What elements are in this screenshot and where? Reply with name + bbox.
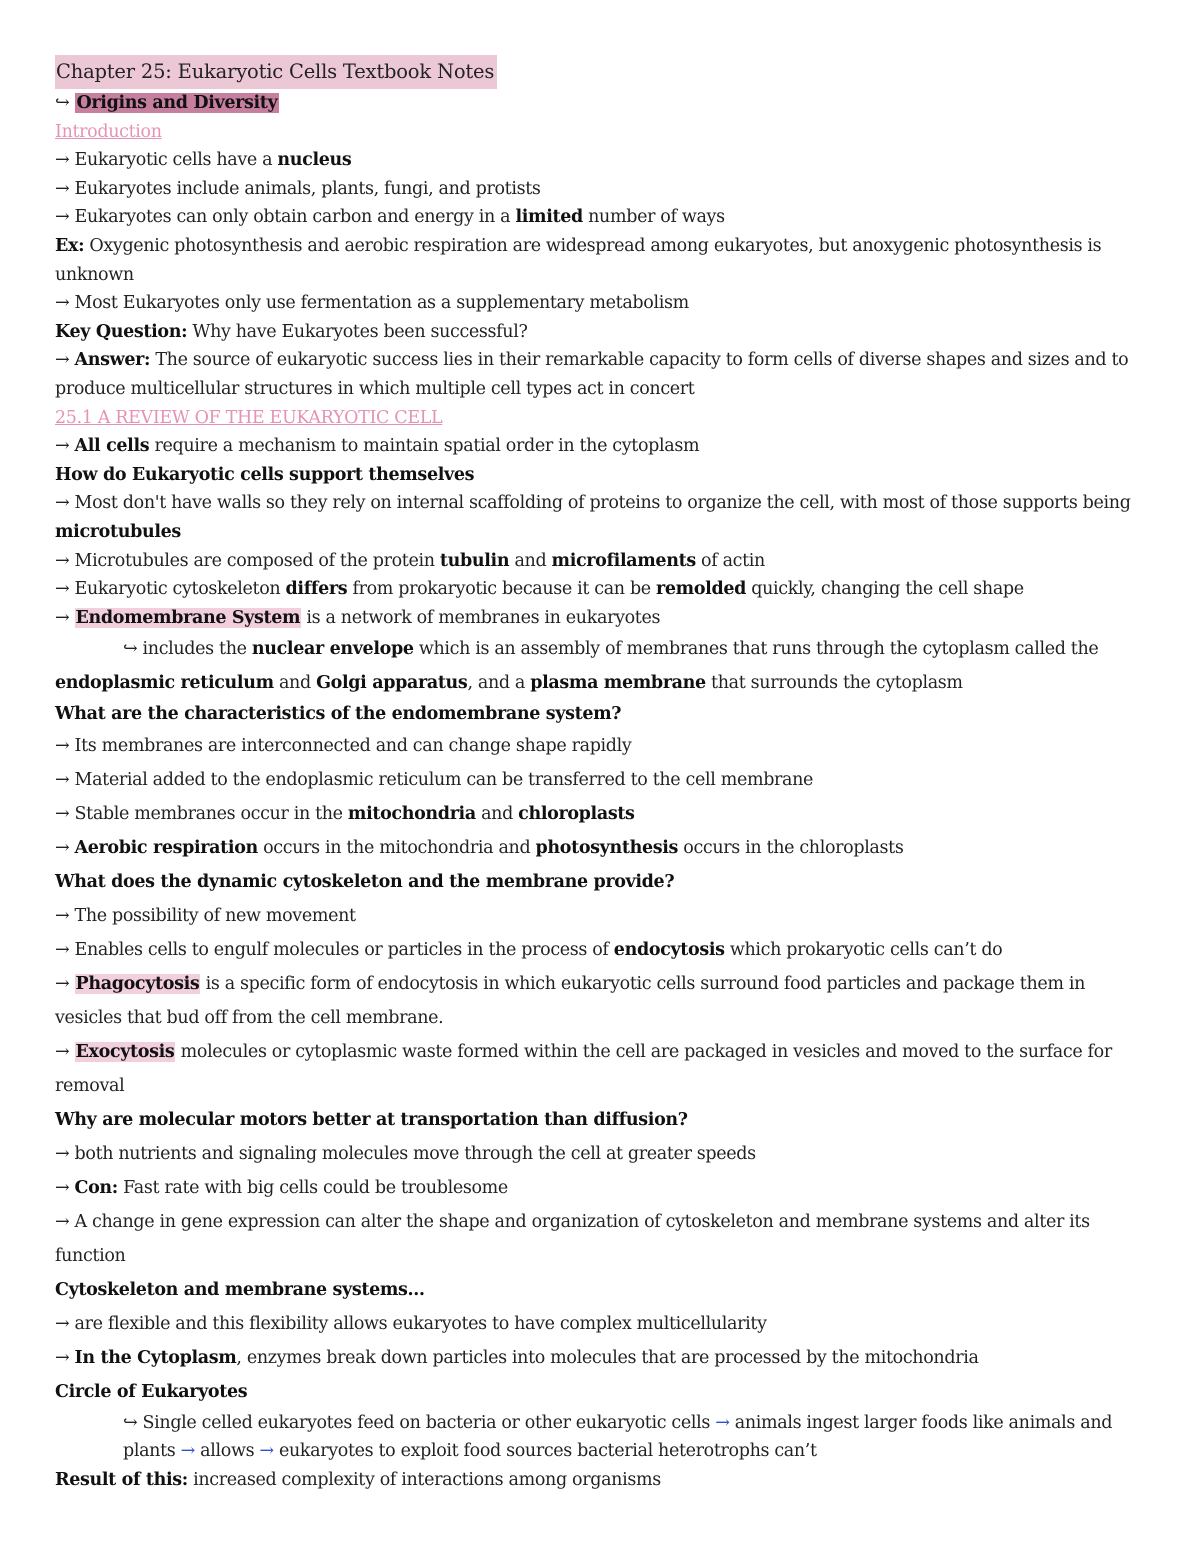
bold-term: Result of this:	[55, 1470, 188, 1491]
page-title: Chapter 25: Eukaryotic Cells Textbook Notes	[55, 55, 497, 89]
note-text: → Eukaryotes can only obtain carbon and energy in a	[55, 207, 516, 228]
note-text: → both nutrients and signaling molecules move through the cell at greater speeds	[55, 1143, 756, 1164]
note-text: → Eukaryotic cytoskeleton	[55, 579, 286, 600]
note-line	[55, 1137, 1152, 1171]
hook-arrow-icon: ↪	[55, 93, 75, 113]
note-text: → The possibility of new movement	[55, 905, 356, 926]
note-line	[55, 232, 1152, 289]
note-text: , enzymes break down particles into molecules that are processed by the mitochondria	[236, 1347, 979, 1368]
note-line	[55, 865, 1152, 899]
bold-term: How do Eukaryotic cells support themselves	[55, 464, 475, 485]
subsection-heading	[55, 404, 1152, 433]
note-text: → Most Eukaryotes only use fermentation as a supplementary metabolism	[55, 293, 689, 314]
note-text: Fast rate with big cells could be troublesome	[117, 1177, 508, 1198]
bold-term: tubulin	[439, 550, 510, 571]
note-text: eukaryotes to exploit food sources bacterial heterotrophs can’t	[273, 1441, 817, 1462]
note-text: The source of eukaryotic success lies in their remarkable capacity to form cells of diverse shapes and sizes and to produce multicellular structures in which multiple cell types act in concert	[55, 350, 1129, 399]
note-text: → Its membranes are interconnected and can change shape rapidly	[55, 735, 632, 756]
note-text: which is an assembly of membranes that runs through the cytoplasm called the	[413, 639, 1099, 660]
note-text: quickly, changing the cell shape	[746, 579, 1024, 600]
section-heading	[55, 89, 1152, 118]
notes-body	[55, 89, 1152, 1495]
note-line	[55, 289, 1152, 318]
bold-term: Circle of Eukaryotes	[55, 1381, 248, 1402]
note-line	[55, 666, 1152, 700]
note-text: →	[55, 607, 75, 628]
arrow-icon: →	[259, 1441, 274, 1462]
note-line	[55, 1035, 1152, 1103]
note-text: occurs in the mitochondria and	[257, 837, 536, 858]
note-line	[55, 346, 1152, 403]
bold-term: Con:	[74, 1177, 118, 1198]
bold-term: endocytosis	[613, 939, 725, 960]
note-line	[55, 432, 1152, 461]
note-line	[55, 1205, 1152, 1273]
note-line	[55, 489, 1152, 546]
note-line	[55, 1466, 1152, 1495]
bold-term: microfilaments	[551, 550, 696, 571]
note-line	[55, 1375, 1152, 1409]
highlighted-term: Exocytosis	[75, 1041, 175, 1062]
note-text: →	[55, 1347, 75, 1368]
note-text: →	[55, 350, 75, 371]
note-line	[55, 461, 1152, 490]
bold-term: Ex:	[55, 235, 85, 256]
bold-term: photosynthesis	[535, 837, 679, 858]
bold-term: chloroplasts	[518, 803, 635, 824]
note-line	[55, 967, 1152, 1035]
bold-term: Answer:	[74, 350, 151, 371]
note-text: , and a	[467, 673, 531, 694]
note-text: from prokaryotic because it can be	[347, 579, 657, 600]
section-heading-text: Origins and Diversity	[76, 93, 278, 113]
arrow-icon: →	[180, 1441, 195, 1462]
note-text: animals ingest larger foods like animals and plants	[123, 1412, 1113, 1462]
arrow-icon: →	[715, 1412, 730, 1433]
bold-term: limited	[515, 207, 583, 228]
bold-term: What does the dynamic cytoskeleton and the membrane provide?	[55, 871, 675, 892]
note-line	[55, 933, 1152, 967]
note-line	[55, 1409, 1152, 1466]
note-line	[55, 899, 1152, 933]
note-text: →	[55, 1041, 75, 1062]
note-text: is a network of membranes in eukaryotes	[301, 607, 661, 628]
bold-term: All cells	[74, 436, 150, 457]
highlighted-term: Phagocytosis	[75, 973, 200, 994]
note-line	[55, 175, 1152, 204]
note-line	[55, 547, 1152, 576]
note-text: require a mechanism to maintain spatial order in the cytoplasm	[149, 436, 700, 457]
note-line	[55, 604, 1152, 633]
note-text: →	[55, 973, 75, 994]
note-text: → are flexible and this flexibility allows eukaryotes to have complex multicellularity	[55, 1313, 767, 1334]
note-text: allows	[194, 1441, 260, 1462]
note-text: →	[55, 837, 75, 858]
bold-term: endoplasmic reticulum	[55, 673, 274, 694]
subsection-heading-text: 25.1 A REVIEW OF THE EUKARYOTIC CELL	[55, 407, 443, 428]
note-line	[55, 1307, 1152, 1341]
bold-term: nucleus	[277, 150, 352, 171]
note-text: and	[273, 673, 317, 694]
note-line	[55, 831, 1152, 865]
note-text: → Stable membranes occur in the	[55, 803, 348, 824]
note-text: is a specific form of endocytosis in which eukaryotic cells surround food particles and package them in vesicles that bud off from the cell membrane.	[55, 973, 1086, 1028]
note-text: increased complexity of interactions among organisms	[187, 1470, 661, 1491]
bold-term: What are the characteristics of the endomembrane system?	[55, 704, 622, 725]
subsection-heading-text: Introduction	[55, 121, 162, 142]
note-line	[55, 146, 1152, 175]
note-text: ↪ includes the	[123, 639, 252, 660]
bold-term: differs	[285, 579, 348, 600]
note-text: and	[509, 550, 552, 571]
note-line	[55, 203, 1152, 232]
note-text: and	[475, 803, 519, 824]
note-text: → Enables cells to engulf molecules or particles in the process of	[55, 939, 614, 960]
note-text: →	[55, 436, 75, 457]
bold-term: Aerobic respiration	[74, 837, 258, 858]
note-line	[55, 575, 1152, 604]
bold-term: In the Cytoplasm	[74, 1347, 237, 1368]
note-text: → Eukaryotes include animals, plants, fungi, and protists	[55, 178, 541, 199]
note-text: that surrounds the cytoplasm	[705, 673, 963, 694]
note-text: → Most don't have walls so they rely on internal scaffolding of proteins to organize the cell, with most of those supports being	[55, 493, 1131, 514]
bold-term: plasma membrane	[530, 673, 706, 694]
note-line	[55, 1273, 1152, 1307]
note-line	[55, 1171, 1152, 1205]
note-text: → Eukaryotic cells have a	[55, 150, 278, 171]
subsection-heading	[55, 118, 1152, 147]
note-text: →	[55, 1177, 75, 1198]
note-text: of actin	[695, 550, 765, 571]
bold-term: remolded	[656, 579, 747, 600]
bold-term: Why are molecular motors better at transportation than diffusion?	[55, 1109, 688, 1130]
note-text: number of ways	[582, 207, 725, 228]
note-text: → Material added to the endoplasmic reticulum can be transferred to the cell membrane	[55, 769, 814, 790]
note-text: → A change in gene expression can alter the shape and organization of cytoskeleton and membrane systems and alter its function	[55, 1211, 1090, 1266]
note-line	[55, 763, 1152, 797]
note-line	[55, 318, 1152, 347]
note-line	[55, 1103, 1152, 1137]
highlighted-term: Endomembrane System	[75, 607, 301, 628]
page-title-line	[55, 55, 1152, 89]
bold-term: microtubules	[55, 521, 181, 542]
note-text: → Microtubules are composed of the protein	[55, 550, 440, 571]
note-text: occurs in the chloroplasts	[678, 837, 904, 858]
note-text: Why have Eukaryotes been successful?	[187, 321, 528, 342]
note-text: which prokaryotic cells can’t do	[724, 939, 1003, 960]
note-line	[55, 632, 1152, 666]
note-text: Oxygenic photosynthesis and aerobic respiration are widespread among eukaryotes, but anoxygenic photosynthesis is unknown	[55, 235, 1102, 285]
note-line	[55, 797, 1152, 831]
note-line	[55, 729, 1152, 763]
bold-term: nuclear envelope	[251, 639, 414, 660]
note-line	[55, 1341, 1152, 1375]
bold-term: mitochondria	[347, 803, 476, 824]
bold-term: Golgi apparatus	[316, 673, 468, 694]
bold-term: Key Question:	[55, 321, 188, 342]
bold-term: Cytoskeleton and membrane systems…	[55, 1279, 425, 1300]
note-text: ↪ Single celled eukaryotes feed on bacteria or other eukaryotic cells	[123, 1412, 716, 1433]
note-text: molecules or cytoplasmic waste formed within the cell are packaged in vesicles and moved to the surface for removal	[55, 1041, 1112, 1096]
note-line	[55, 700, 1152, 729]
